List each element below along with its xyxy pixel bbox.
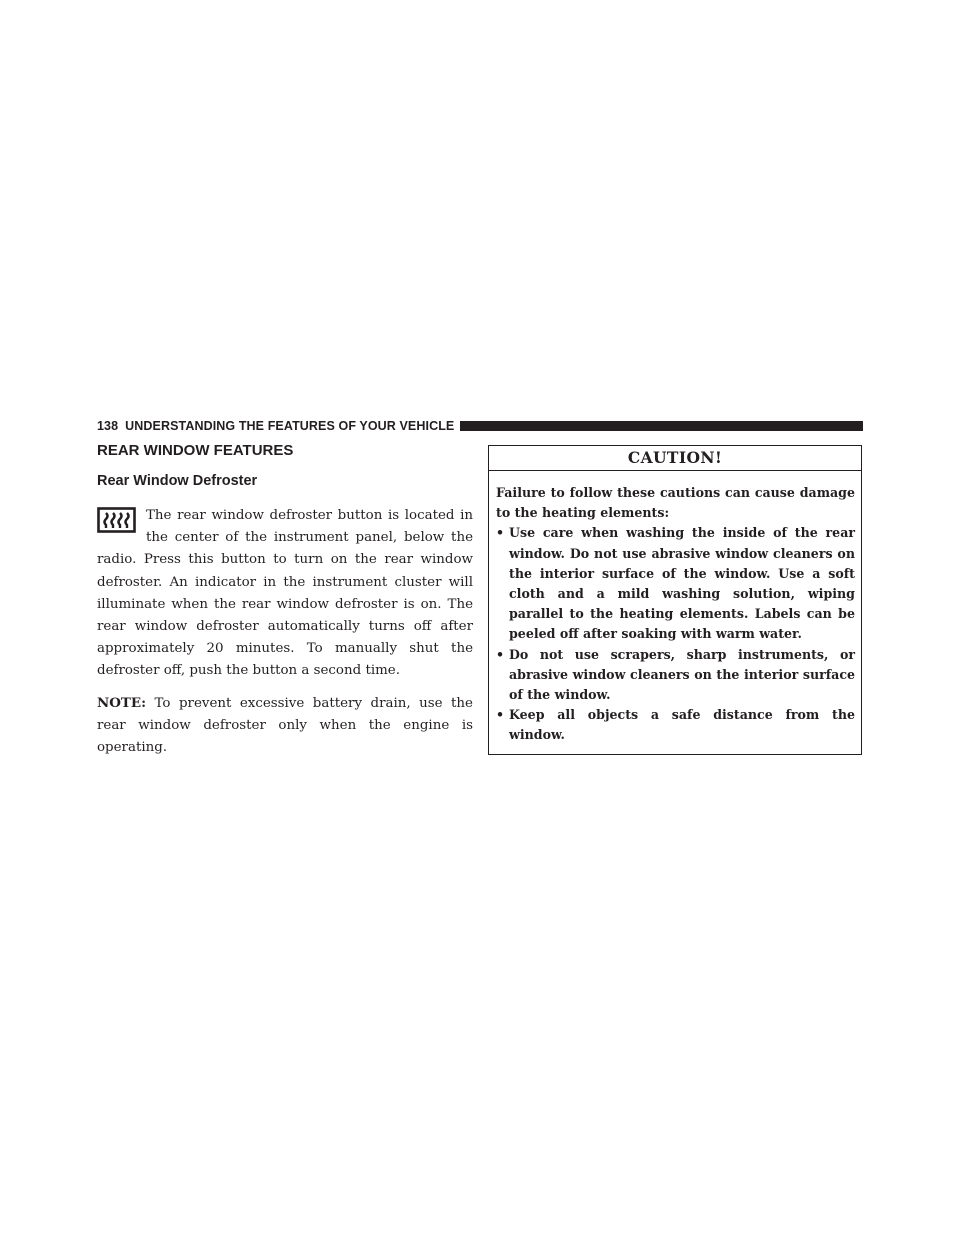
caution-title: CAUTION!: [489, 446, 861, 471]
defroster-paragraph-text: The rear window defroster button is located in the center of the instrument panel, below the radio. Press this button to turn on the rear window defroster. An indicator in the instrument cluster will illuminate when the rear window defroster is on. The rear window defroster automatically turns off after approximately 20 minutes. To manually shut the defroster off, push the button a second time.: [97, 508, 473, 679]
caution-body: [489, 471, 861, 754]
bullet-icon: •: [496, 646, 505, 662]
bullet-icon: •: [496, 525, 505, 541]
caution-item-text: Keep all objects a safe distance from the window.: [509, 707, 855, 743]
left-column: [97, 442, 473, 759]
subsection-title: Rear Window Defroster: [97, 473, 258, 489]
caution-item: [496, 523, 855, 644]
note-text: To prevent excessive battery drain, use the rear window defroster only when the engine is operating.: [97, 695, 473, 756]
rear-window-defroster-icon: [97, 507, 136, 533]
note-paragraph: [97, 692, 473, 760]
caution-box: [488, 445, 862, 755]
caution-item-text: Do not use scrapers, sharp instruments, or abrasive window cleaners on the interior surface of the window.: [509, 646, 855, 703]
caution-item: [496, 705, 855, 745]
page-header: [97, 418, 863, 434]
caution-item: [496, 645, 855, 706]
chapter-title: UNDERSTANDING THE FEATURES OF YOUR VEHICLE: [125, 419, 455, 433]
note-label: NOTE:: [97, 694, 147, 711]
section-title: REAR WINDOW FEATURES: [97, 442, 294, 459]
bullet-icon: •: [496, 707, 505, 723]
defroster-paragraph: [97, 505, 473, 683]
page-number: 138: [97, 419, 119, 433]
caution-item-text: Use care when washing the inside of the rear window. Do not use abrasive window cleaners on the interior surface of the window. Use a soft cloth and a mild washing solution, wiping parallel to the heating elements. Labels can be peeled off after soaking with warm water.: [509, 525, 855, 642]
caution-list: [496, 523, 855, 745]
caution-intro: Failure to follow these cautions can cause damage to the heating elements:: [496, 485, 855, 521]
header-rule: [460, 421, 863, 431]
